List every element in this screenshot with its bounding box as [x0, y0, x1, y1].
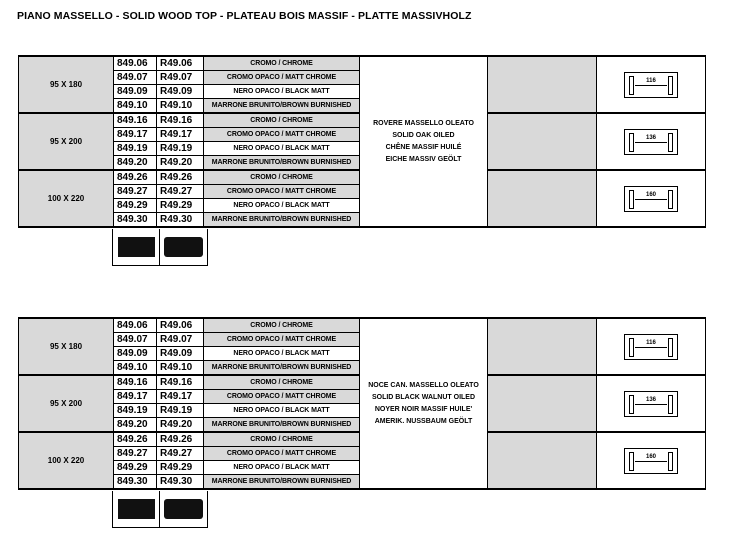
product-image-cell [488, 318, 597, 375]
finish-label: CROMO / CHROME [204, 113, 360, 128]
finish-label: CROMO OPACO / MATT CHROME [204, 185, 360, 199]
product-code: 849.10 [114, 361, 157, 376]
product-code-alt: R49.27 [157, 185, 204, 199]
material-line: EICHE MASSIV GEÖLT [385, 155, 462, 163]
product-code: 849.16 [114, 113, 157, 128]
product-code: 849.19 [114, 142, 157, 156]
finish-label: NERO OPACO / BLACK MATT [204, 85, 360, 99]
finish-label: CROMO / CHROME [204, 170, 360, 185]
finish-label: MARRONE BRUNITO/BROWN BURNISHED [204, 156, 360, 171]
size-label: 95 X 180 [19, 56, 114, 113]
product-image-cell [488, 170, 597, 227]
black-rounded-swatch [164, 499, 203, 519]
product-code-alt: R49.30 [157, 213, 204, 228]
product-code: 849.26 [114, 170, 157, 185]
size-label: 100 X 220 [19, 432, 114, 489]
product-code-alt: R49.29 [157, 199, 204, 213]
table-dimension-drawing [624, 72, 678, 98]
finish-swatches [112, 229, 208, 266]
finish-label: NERO OPACO / BLACK MATT [204, 461, 360, 475]
product-code: 849.20 [114, 418, 157, 433]
dimension-value: 136 [645, 134, 656, 141]
product-code-alt: R49.26 [157, 170, 204, 185]
dimension-drawing-cell [597, 170, 706, 227]
material-line: CHÊNE MASSIF HUILÉ [385, 143, 462, 151]
black-rounded-swatch [164, 237, 203, 257]
dimension-value: 116 [646, 77, 656, 84]
material-description [360, 318, 488, 489]
dimension-value: 160 [645, 453, 656, 460]
dimension-drawing-cell [597, 318, 706, 375]
finish-label: CROMO OPACO / MATT CHROME [204, 390, 360, 404]
product-code: 849.16 [114, 375, 157, 390]
finish-label: CROMO OPACO / MATT CHROME [204, 71, 360, 85]
product-image-cell [488, 375, 597, 432]
finish-label: MARRONE BRUNITO/BROWN BURNISHED [204, 361, 360, 376]
dimension-value: 116 [646, 339, 656, 346]
product-image-cell [488, 113, 597, 170]
product-code-alt: R49.16 [157, 375, 204, 390]
product-code-alt: R49.20 [157, 418, 204, 433]
spec-table-2 [18, 317, 706, 490]
table-dimension-drawing [624, 448, 678, 474]
product-code-alt: R49.09 [157, 85, 204, 99]
dimension-drawing-cell [597, 113, 706, 170]
product-image-cell [488, 432, 597, 489]
material-line: NOCE CAN. MASSELLO OLEATO [368, 381, 479, 389]
finish-label: NERO OPACO / BLACK MATT [204, 142, 360, 156]
product-code: 849.27 [114, 447, 157, 461]
product-code: 849.20 [114, 156, 157, 171]
size-label: 100 X 220 [19, 170, 114, 227]
product-code-alt: R49.30 [157, 475, 204, 490]
product-code: 849.09 [114, 85, 157, 99]
finish-label: MARRONE BRUNITO/BROWN BURNISHED [204, 99, 360, 114]
size-label: 95 X 200 [19, 375, 114, 432]
swatch-divider [159, 491, 160, 527]
finish-label: NERO OPACO / BLACK MATT [204, 347, 360, 361]
table-dimension-drawing [624, 186, 678, 212]
size-label: 95 X 200 [19, 113, 114, 170]
product-code-alt: R49.17 [157, 390, 204, 404]
product-code-alt: R49.19 [157, 142, 204, 156]
material-line: NOYER NOIR MASSIF HUILE' [374, 405, 473, 413]
product-code-alt: R49.16 [157, 113, 204, 128]
product-code: 849.19 [114, 404, 157, 418]
product-code: 849.26 [114, 432, 157, 447]
dimension-value: 136 [645, 396, 656, 403]
page-title: PIANO MASSELLO - SOLID WOOD TOP - PLATEAU BOIS MASSIF - PLATTE MASSIVHOLZ [17, 10, 472, 22]
finish-label: CROMO / CHROME [204, 56, 360, 71]
product-image-cell [488, 56, 597, 113]
material-line: SOLID BLACK WALNUT OILED [371, 393, 476, 401]
product-code: 849.29 [114, 199, 157, 213]
finish-label: NERO OPACO / BLACK MATT [204, 199, 360, 213]
table-row [19, 56, 706, 71]
product-code: 849.06 [114, 318, 157, 333]
size-label: 95 X 180 [19, 318, 114, 375]
dimension-drawing-cell [597, 432, 706, 489]
product-code: 849.10 [114, 99, 157, 114]
product-code: 849.27 [114, 185, 157, 199]
dimension-drawing-cell [597, 375, 706, 432]
dimension-drawing-cell [597, 56, 706, 113]
finish-swatches [112, 491, 208, 528]
product-code-alt: R49.06 [157, 318, 204, 333]
product-code: 849.17 [114, 128, 157, 142]
product-code-alt: R49.20 [157, 156, 204, 171]
table-dimension-drawing [624, 391, 678, 417]
black-swatch [118, 499, 155, 519]
finish-label: MARRONE BRUNITO/BROWN BURNISHED [204, 213, 360, 228]
product-code: 849.30 [114, 475, 157, 490]
finish-label: CROMO / CHROME [204, 318, 360, 333]
spec-table-1 [18, 55, 706, 228]
table-row [19, 318, 706, 333]
product-code: 849.09 [114, 347, 157, 361]
product-code-alt: R49.10 [157, 99, 204, 114]
product-code: 849.29 [114, 461, 157, 475]
black-swatch [118, 237, 155, 257]
product-code: 849.06 [114, 56, 157, 71]
material-line: ROVERE MASSELLO OLEATO [373, 119, 474, 127]
product-code-alt: R49.07 [157, 333, 204, 347]
material-line: SOLID OAK OILED [392, 131, 455, 139]
finish-label: MARRONE BRUNITO/BROWN BURNISHED [204, 475, 360, 490]
product-code-alt: R49.26 [157, 432, 204, 447]
dimension-value: 160 [645, 191, 656, 198]
product-code: 849.30 [114, 213, 157, 228]
finish-label: MARRONE BRUNITO/BROWN BURNISHED [204, 418, 360, 433]
table-dimension-drawing [624, 129, 678, 155]
material-description [360, 56, 488, 227]
finish-label: NERO OPACO / BLACK MATT [204, 404, 360, 418]
product-code-alt: R49.07 [157, 71, 204, 85]
product-code-alt: R49.10 [157, 361, 204, 376]
swatch-divider [159, 229, 160, 265]
table-dimension-drawing [624, 334, 678, 360]
finish-label: CROMO OPACO / MATT CHROME [204, 447, 360, 461]
finish-label: CROMO / CHROME [204, 432, 360, 447]
finish-label: CROMO OPACO / MATT CHROME [204, 333, 360, 347]
product-code-alt: R49.09 [157, 347, 204, 361]
finish-label: CROMO / CHROME [204, 375, 360, 390]
product-code-alt: R49.06 [157, 56, 204, 71]
product-code-alt: R49.29 [157, 461, 204, 475]
material-line: AMERIK. NUSSBAUM GEÖLT [374, 417, 473, 425]
product-code-alt: R49.27 [157, 447, 204, 461]
product-code-alt: R49.17 [157, 128, 204, 142]
finish-label: CROMO OPACO / MATT CHROME [204, 128, 360, 142]
product-code-alt: R49.19 [157, 404, 204, 418]
product-code: 849.17 [114, 390, 157, 404]
product-code: 849.07 [114, 333, 157, 347]
product-code: 849.07 [114, 71, 157, 85]
